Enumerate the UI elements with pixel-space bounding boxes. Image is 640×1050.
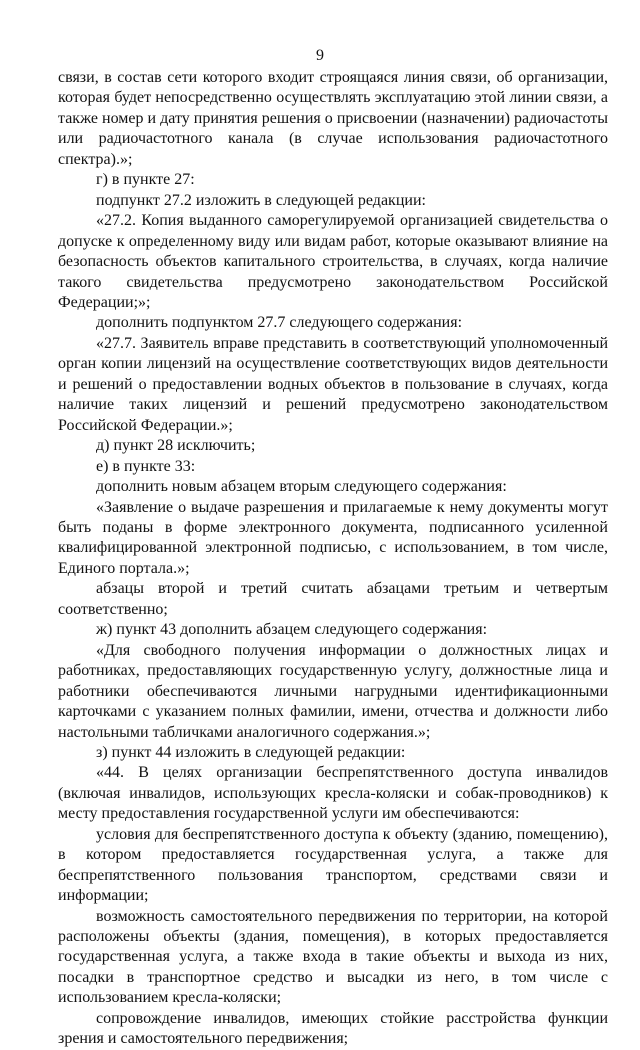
paragraph: подпункт 27.2 изложить в следующей редакции: — [96, 191, 426, 209]
paragraph: «Для свободного получения информации о должностных лицах и работниках, предоставляющих государственную услугу, должностные лица и работники обеспечиваются личными нагрудными идентификационными карточками с указанием полных фамилии, имени, отчества и должности либо настольными табличками аналогичного содержания.»; — [58, 641, 608, 741]
paragraph: «44. В целях организации беспрепятственного доступа инвалидов (включая инвалидов, использующих кресла-коляски и собак-проводников) к месту предоставления государственной услуги им обеспечиваются: — [58, 764, 608, 823]
paragraph: условия для беспрепятственного доступа к объекту (зданию, помещению), в котором предоставляется государственная услуга, а также для беспрепятственного пользования транспортом, средствами связи и информации; — [58, 825, 608, 905]
paragraph: «27.2. Копия выданного саморегулируемой организацией свидетельства о допуске к определенному виду или видам работ, которые оказывают влияние на безопасность объектов капитального строительства, в случаях, когда наличие такого свидетельства предусмотрено законодательством Российской Федерации;»; — [58, 212, 608, 311]
paragraph: «Заявление о выдаче разрешения и прилагаемые к нему документы могут быть поданы в форме электронного документа, подписанного усиленной квалифицированной электронной подписью, с использованием, в том числе, Единого портала.»; — [58, 498, 608, 577]
page-number: 9 — [316, 47, 324, 64]
paragraph: дополнить подпунктом 27.7 следующего содержания: — [96, 314, 463, 332]
paragraph: связи, в состав сети которого входит строящаяся линия связи, об организации, которая будет непосредственно осуществлять эксплуатацию этой линии связи, а также номер и дату принятия решения о присвоении (назначении) радиочастоты или радиочастотного канала (в случае использования радиочастотного спектра).»; — [58, 69, 608, 168]
paragraph: з) пункт 44 изложить в следующей редакции: — [96, 743, 406, 761]
paragraph: д) пункт 28 исключить; — [96, 437, 256, 455]
paragraph: дополнить новым абзацем вторым следующего содержания: — [96, 478, 507, 496]
document-body — [58, 68, 608, 1050]
paragraph: возможность самостоятельного передвижения по территории, на которой расположены объекты (здания, помещения), в которых предоставляется государственная услуга, а также входа в такие объекты и выхода из них, посадки в транспортное средство и высадки из него, в том числе с использованием кресла-коляски; — [58, 907, 608, 1007]
paragraph: абзацы второй и третий считать абзацами третьим и четвертым соответственно; — [58, 580, 608, 618]
paragraph: сопровождение инвалидов, имеющих стойкие расстройства функции зрения и самостоятельного передвижения; — [58, 1009, 608, 1048]
paragraph: е) в пункте 33: — [96, 457, 196, 475]
paragraph: ж) пункт 43 дополнить абзацем следующего содержания: — [96, 621, 488, 639]
paragraph: г) в пункте 27: — [96, 171, 195, 189]
paragraph: «27.7. Заявитель вправе представить в соответствующий уполномоченный орган копии лицензий на осуществление соответствующих видов деятельности и решений о предоставлении водных объектов в пользование в случаях, когда наличие таких лицензий и решений предусмотрено законодательством Российской Федерации.»; — [58, 334, 608, 434]
